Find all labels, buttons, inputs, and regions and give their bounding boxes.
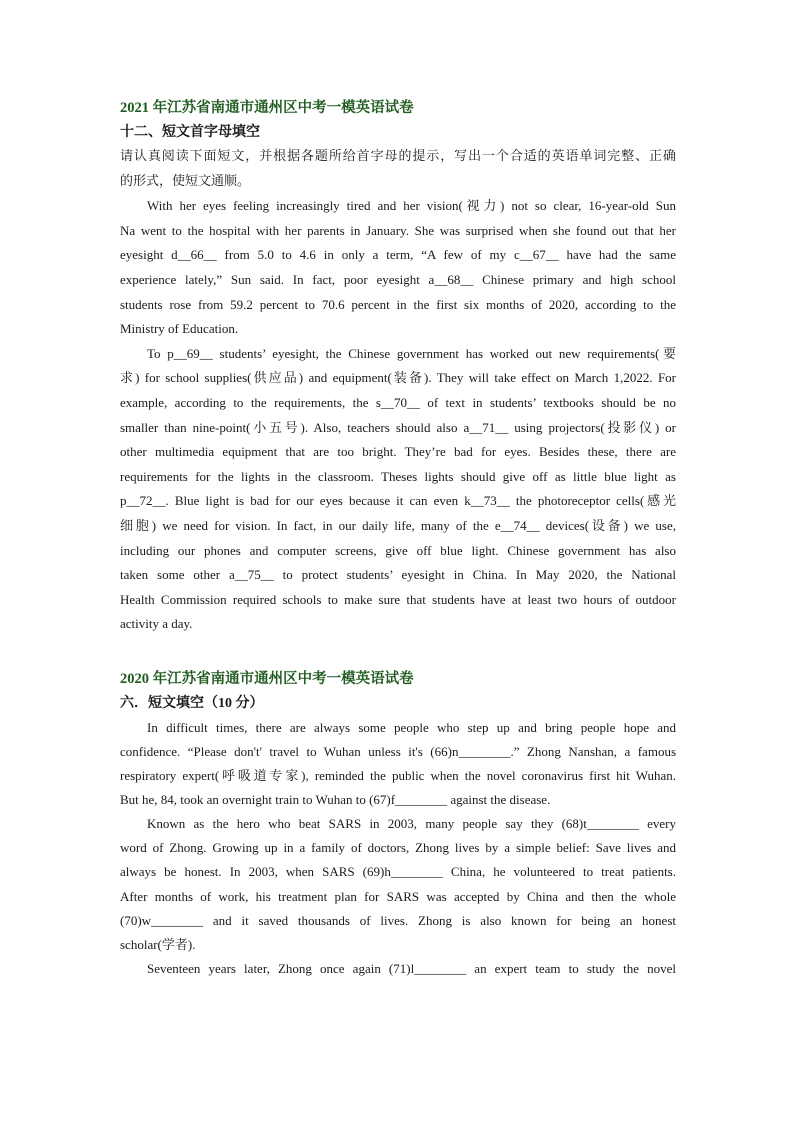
instructions <box>120 145 676 194</box>
exam-document <box>120 96 676 981</box>
text-line: (70)w________ and it saved thousands of lives. Zhong is also known for being an honest <box>120 912 676 928</box>
text-line: To p__69__ students’ eyesight, the Chinese government has worked out new requirements(要 <box>147 345 676 361</box>
text-line: But he, 84, took an overnight train to Wuhan to (67)f________ against the disease. <box>120 792 551 808</box>
text-line: requirements for the lights in the classroom. Theses lights should give off as little blue light as <box>120 468 676 484</box>
text-line: word of Zhong. Growing up in a family of doctors, Zhong lives by a simple belief: Save lives and <box>120 840 676 856</box>
text-line: p__72__. Blue light is bad for our eyes because it can even k__73__ the photoreceptor cells(感光 <box>120 493 676 509</box>
passage-2021-paragraph-1 <box>120 194 676 342</box>
section-2021-subtitle: 十二、短文首字母填空 <box>120 125 260 140</box>
text-line: students rose from 59.2 percent to 70.6 percent in the first six months of 2020, according to the <box>120 296 676 312</box>
passage-2020-paragraph-2 <box>120 812 676 957</box>
text-line: including our phones and computer screens, give off blue light. Chinese government has also <box>120 542 676 558</box>
text-line: Known as the hero who beat SARS in 2003, many people say they (68)t________ every <box>147 816 676 832</box>
text-line: taken some other a__75__ to protect students’ eyesight in China. In May 2020, the National <box>120 567 676 583</box>
text-line: In difficult times, there are always some people who step up and bring people hope and <box>147 719 676 735</box>
text-line: other multimedia equipment that are too bright. They’re bad for eyes. Besides these, there are <box>120 444 676 460</box>
text-line: always be honest. In 2003, when SARS (69)h________ China, he volunteered to treat patients. <box>120 864 676 880</box>
text-line: Seventeen years later, Zhong once again (71)l________ an expert team to study the novel <box>147 960 676 976</box>
section-gap <box>120 637 676 667</box>
text-line: example, according to the requirements, the s__70__ of text in students’ textbooks should be no <box>120 394 676 410</box>
text-line: activity a day. <box>120 616 193 632</box>
section-2021-title: 2021 年江苏省南通市通州区中考一模英语试卷 <box>120 100 414 116</box>
section-2020-subtitle: 六．短文填空（10 分） <box>120 695 264 711</box>
section-2020-title: 2020 年江苏省南通市通州区中考一模英语试卷 <box>120 670 414 687</box>
text-line: Na went to the hospital with her parents in January. She was surprised when she found out that her <box>120 222 676 238</box>
instruction-line: 的形式，使短文通顺。 <box>120 173 251 189</box>
text-line: respiratory expert(呼吸道专家), reminded the public when the novel coronavirus first hit Wuhan. <box>120 768 676 784</box>
text-line: After months of work, his treatment plan for SARS was accepted by China and then the whole <box>120 888 676 904</box>
text-line: 求) for school supplies(供应品) and equipment(装备). They will take effect on March 1,2022. For <box>120 370 676 386</box>
text-line: scholar(学者). <box>120 936 196 952</box>
text-line: eyesight d__66__ from 5.0 to 4.6 in only a term, “A few of my c__67__ have had the same <box>120 247 676 263</box>
passage-2020-paragraph-1 <box>120 716 676 812</box>
text-line: confidence. “Please don't' travel to Wuhan unless it's (66)n________.” Zhong Nanshan, a famous <box>120 743 676 759</box>
text-line: 细胞) we need for vision. In fact, in our daily life, many of the e__74__ devices(设备) we use, <box>120 517 676 533</box>
text-line: experience lately,” Sun said. In fact, poor eyesight a__68__ Chinese primary and high school <box>120 271 676 287</box>
text-line: Ministry of Education. <box>120 321 239 337</box>
passage-2020-paragraph-3 <box>120 957 676 981</box>
passage-2021-paragraph-2 <box>120 342 676 637</box>
text-line: smaller than nine-point(小五号). Also, teachers should also a__71__ using projectors(投影仪) or <box>120 419 676 435</box>
text-line: Health Commission required schools to make sure that students have at least two hours of outdoor <box>120 591 676 607</box>
text-line: With her eyes feeling increasingly tired and her vision(视力) not so clear, 16-year-old Sun <box>147 198 676 214</box>
instruction-line: 请认真阅读下面短文，并根据各题所给首字母的提示，写出一个合适的英语单词完整、正确 <box>120 149 676 164</box>
